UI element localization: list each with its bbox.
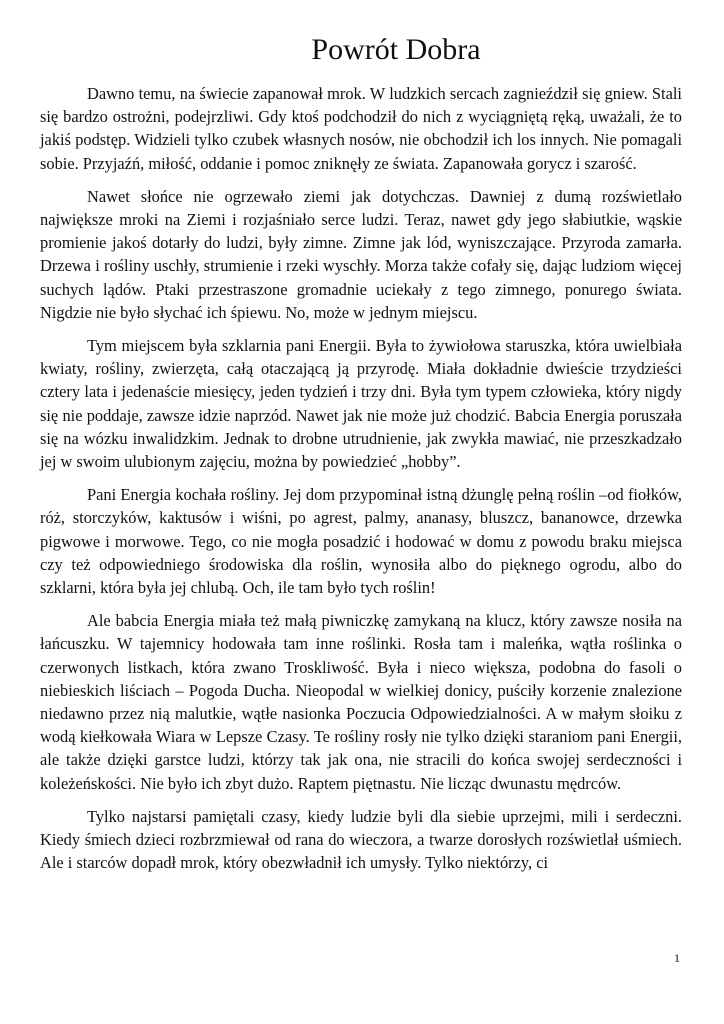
paragraph-5: Ale babcia Energia miała też małą piwniczkę zamykaną na klucz, który zawsze nosiła na łańcuszku. W tajemnicy hodowała tam inne roślinki. Rosła tam i maleńka, wątła roślinka o czerwonych listkach, która zwano Troskliwość. Była i nieco większa, podobna do fasoli o niebieskich liściach – Pogoda Ducha. Nieopodal w wielkiej donicy, puściły korzenie znalezione niedawno przez nią malutkie, wątłe nasionka Poczucia Odpowiedzialności. A w małym słoiku z wodą kiełkowała Wiara w Lepsze Czasy. Te rośliny rosły nie tylko dzięki staraniom pani Energii, ale także dzięki garstce ludzi, którzy tak jak ona, nie stracili do końca swojej serdeczności i koleżeńskości. Nie było ich zbyt dużo. Raptem piętnastu. Nie licząc dwunastu mędrców. (40, 611, 682, 793)
document-page (40, 30, 682, 885)
paragraph-6: Tylko najstarsi pamiętali czasy, kiedy ludzie byli dla siebie uprzejmi, mili i serdeczni. Kiedy śmiech dzieci rozbrzmiewał od rana do wieczora, a twarze dorosłych rozświetlał uśmiech. Ale i starców dopadł mrok, który obezwładnił ich umysły. Tylko niektórzy, ci (40, 806, 682, 873)
paragraph-1: Dawno temu, na świecie zapanował mrok. W ludzkich sercach zagnieździł się gniew. Stali się bardzo ostrożni, podejrzliwi. Gdy ktoś podchodził do nich z wyciągniętą ręką, uważali, że to jakiś podstęp. Widzieli tylko czubek własnych nosów, nie obchodził ich los innych. Nie pomagali sobie. Przyjaźń, miłość, oddanie i pomoc zniknęły ze świata. Zapanowała gorycz i szarość. (40, 84, 682, 173)
paragraph-4: Pani Energia kochała rośliny. Jej dom przypominał istną dżunglę pełną roślin –od fiołków, róż, storczyków, kaktusów i wiśni, po agrest, palmy, ananasy, bluszcz, bananowce, drzewka pigwowe i morwowe. Tego, co nie mogła posadzić i hodować w domu z powodu braku miejsca czy też odpowiedniego środowiska dla roślin, wynosiła albo do pięknego ogrodu, albo do szklarni, która była jej chlubą. Och, ile tam było tych roślin! (40, 485, 682, 598)
paragraph-2: Nawet słońce nie ogrzewało ziemi jak dotychczas. Dawniej z dumą rozświetlało największe mroki na Ziemi i rozjaśniało serce ludzi. Teraz, nawet gdy jego słabiutkie, wąskie promienie jakoś dotarły do ludzi, były zimne. Zimne jak lód, wyniszczające. Przyroda zamarła. Drzewa i rośliny uschły, strumienie i rzeki wyschły. Morza także cofały się, dając ludziom więcej suchych lądów. Ptaki przestraszone gromadnie uciekały z tego zimnego, ponurego świata. Nigdzie nie było słychać ich śpiewu. No, może w jednym miejscu. (40, 186, 682, 322)
page-number: 1 (674, 951, 680, 965)
page-title: Powrót Dobra (311, 33, 481, 66)
paragraph-3: Tym miejscem była szklarnia pani Energii. Była to żywiołowa staruszka, która uwielbiała kwiaty, rośliny, zwierzęta, całą otaczającą ją przyrodę. Miała dokładnie dwieście trzydzieści cztery lata i jedenaście miesięcy, jeden tydzień i trzy dni. Była tym typem człowieka, który nigdy się nie poddaje, zawsze idzie naprzód. Nawet jak nie może już chodzić. Babcia Energia poruszała się na wózku inwalidzkim. Jednak to drobne utrudnienie, jak zwykła mawiać, nie przeszkadzało jej w swoim ulubionym zajęciu, można by powiedzieć „hobby”. (40, 336, 682, 472)
